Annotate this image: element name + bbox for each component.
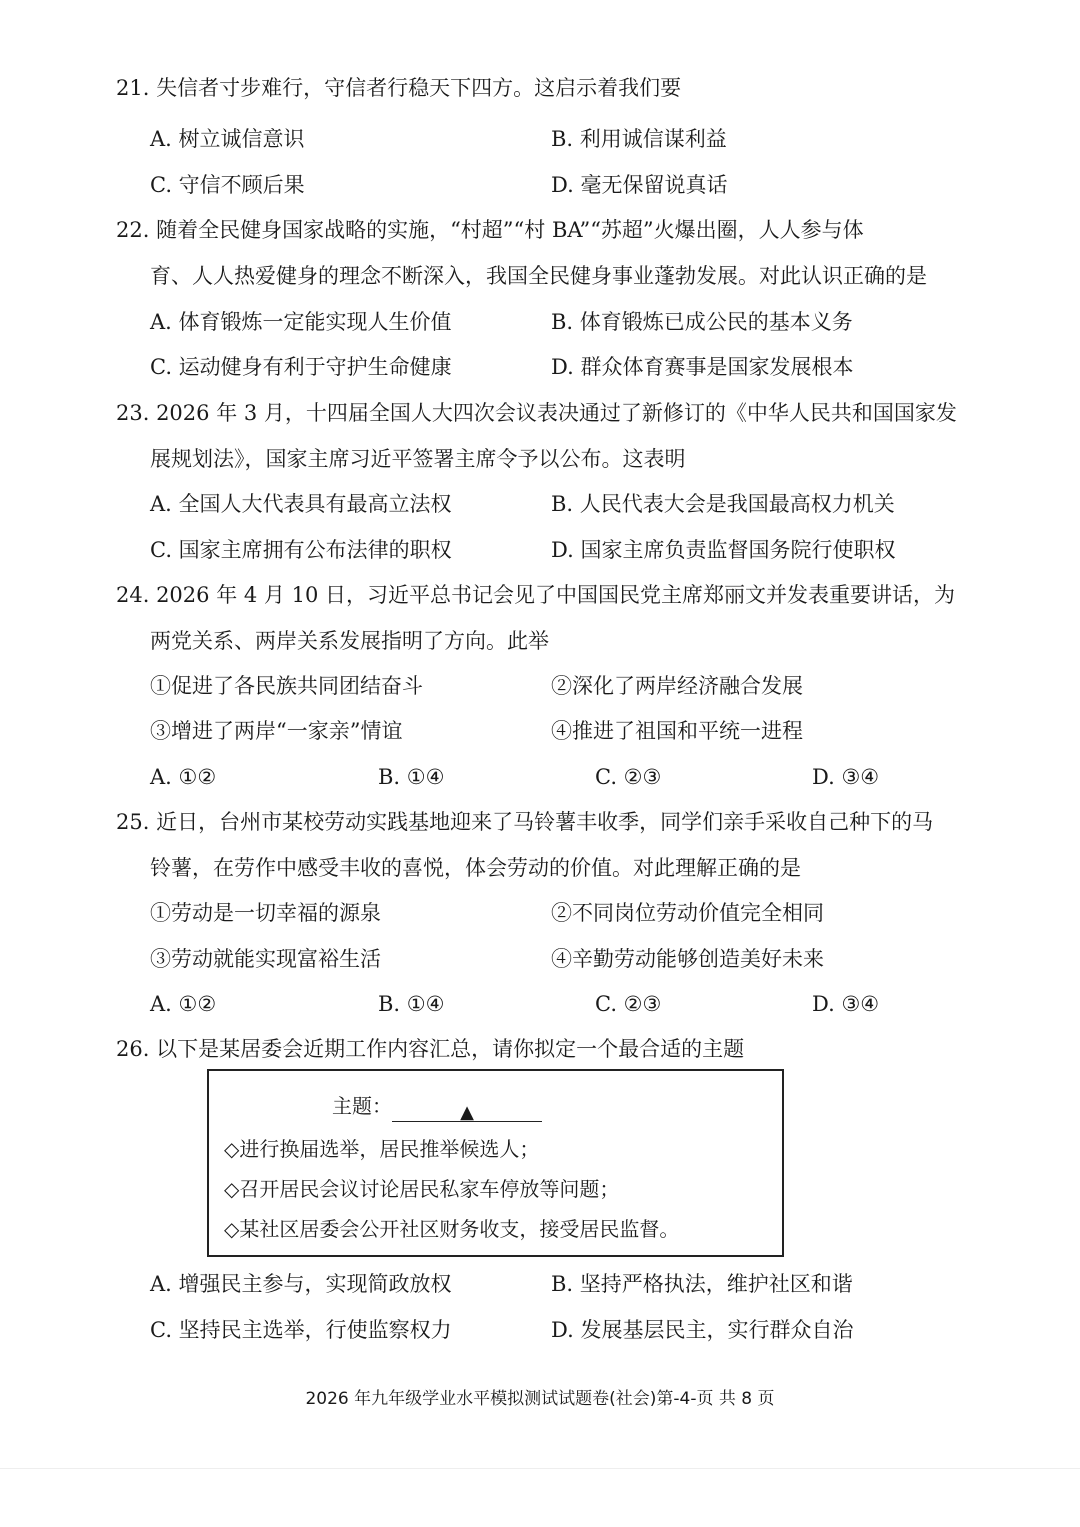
question-21-option-b: B. 利用诚信谋利益 bbox=[551, 127, 727, 151]
triangle-marker-icon: ▲ bbox=[460, 1102, 474, 1123]
theme-item-2: ◇召开居民会议讨论居民私家车停放等问题； bbox=[224, 1177, 620, 1201]
question-24-statement-4: ④推进了祖国和平统一进程 bbox=[551, 719, 803, 743]
question-25-option-c: C. ②③ bbox=[595, 992, 662, 1016]
theme-label: 主题： bbox=[332, 1094, 392, 1118]
question-24-option-a: A. ①② bbox=[150, 765, 217, 789]
question-26-option-b: B. 坚持严格执法，维护社区和谐 bbox=[551, 1272, 853, 1296]
question-25-stem-line2: 铃薯，在劳作中感受丰收的喜悦，体会劳动的价值。对此理解正确的是 bbox=[150, 856, 801, 880]
question-25-option-a: A. ①② bbox=[150, 992, 217, 1016]
question-26-stem: 26. 以下是某居委会近期工作内容汇总，请你拟定一个最合适的主题 bbox=[116, 1037, 745, 1061]
question-22-option-a: A. 体育锻炼一定能实现人生价值 bbox=[150, 310, 452, 334]
question-21-option-c: C. 守信不顾后果 bbox=[150, 173, 305, 197]
question-24-option-d: D. ③④ bbox=[812, 765, 880, 789]
question-23-stem-line2: 展规划法》，国家主席习近平签署主席令予以公布。这表明 bbox=[150, 447, 686, 471]
question-21-stem: 21. 失信者寸步难行，守信者行稳天下四方。这启示着我们要 bbox=[116, 76, 682, 100]
question-25-statement-4: ④辛勤劳动能够创造美好未来 bbox=[551, 947, 824, 971]
question-26-option-d: D. 发展基层民主，实行群众自治 bbox=[551, 1318, 854, 1342]
question-26-option-c: C. 坚持民主选举，行使监察权力 bbox=[150, 1318, 452, 1342]
page-footer: 2026 年九年级学业水平模拟测试试题卷(社会)第-4-页 共 8 页 bbox=[305, 1389, 775, 1409]
question-24-option-b: B. ①④ bbox=[378, 765, 445, 789]
question-22-option-d: D. 群众体育赛事是国家发展根本 bbox=[551, 355, 854, 379]
question-22-option-c: C. 运动健身有利于守护生命健康 bbox=[150, 355, 452, 379]
question-21-option-d: D. 毫无保留说真话 bbox=[551, 173, 728, 197]
question-22-option-b: B. 体育锻炼已成公民的基本义务 bbox=[551, 310, 853, 334]
theme-blank bbox=[392, 1097, 542, 1122]
question-23-option-c: C. 国家主席拥有公布法律的职权 bbox=[150, 538, 452, 562]
theme-item-3: ◇某社区居委会公开社区财务收支，接受居民监督。 bbox=[224, 1217, 680, 1241]
question-24-option-c: C. ②③ bbox=[595, 765, 662, 789]
question-23-stem-line1: 23. 2026 年 3 月，十四届全国人大四次会议表决通过了新修订的《中华人民共和国国家发 bbox=[116, 401, 957, 425]
question-24-stem-line1: 24. 2026 年 4 月 10 日，习近平总书记会见了中国国民党主席郑丽文并发表重要讲话，为 bbox=[116, 583, 955, 607]
theme-item-1: ◇进行换届选举，居民推举候选人； bbox=[224, 1137, 540, 1161]
question-25-statement-2: ②不同岗位劳动价值完全相同 bbox=[551, 901, 824, 925]
bottom-divider bbox=[0, 1468, 1080, 1469]
question-23-option-d: D. 国家主席负责监督国务院行使职权 bbox=[551, 538, 896, 562]
question-25-option-d: D. ③④ bbox=[812, 992, 880, 1016]
question-26-option-a: A. 增强民主参与，实现简政放权 bbox=[150, 1272, 452, 1296]
question-22-stem-line1: 22. 随着全民健身国家战略的实施，“村超”“村 BA”“苏超”火爆出圈，人人参与体 bbox=[116, 218, 864, 242]
question-21-option-a: A. 树立诚信意识 bbox=[150, 127, 305, 151]
theme-box bbox=[207, 1069, 784, 1257]
question-25-statement-3: ③劳动就能实现富裕生活 bbox=[150, 947, 381, 971]
question-24-statement-2: ②深化了两岸经济融合发展 bbox=[551, 674, 803, 698]
question-24-statement-3: ③增进了两岸“一家亲”情谊 bbox=[150, 719, 403, 743]
question-23-option-b: B. 人民代表大会是我国最高权力机关 bbox=[551, 492, 895, 516]
question-22-stem-line2: 育、人人热爱健身的理念不断深入，我国全民健身事业蓬勃发展。对此认识正确的是 bbox=[150, 264, 927, 288]
question-24-stem-line2: 两党关系、两岸关系发展指明了方向。此举 bbox=[150, 629, 549, 653]
question-25-stem-line1: 25. 近日，台州市某校劳动实践基地迎来了马铃薯丰收季，同学们亲手采收自己种下的马 bbox=[116, 810, 934, 834]
theme-row bbox=[332, 1092, 542, 1123]
question-23-option-a: A. 全国人大代表具有最高立法权 bbox=[150, 492, 452, 516]
question-25-statement-1: ①劳动是一切幸福的源泉 bbox=[150, 901, 381, 925]
question-24-statement-1: ①促进了各民族共同团结奋斗 bbox=[150, 674, 423, 698]
question-25-option-b: B. ①④ bbox=[378, 992, 445, 1016]
